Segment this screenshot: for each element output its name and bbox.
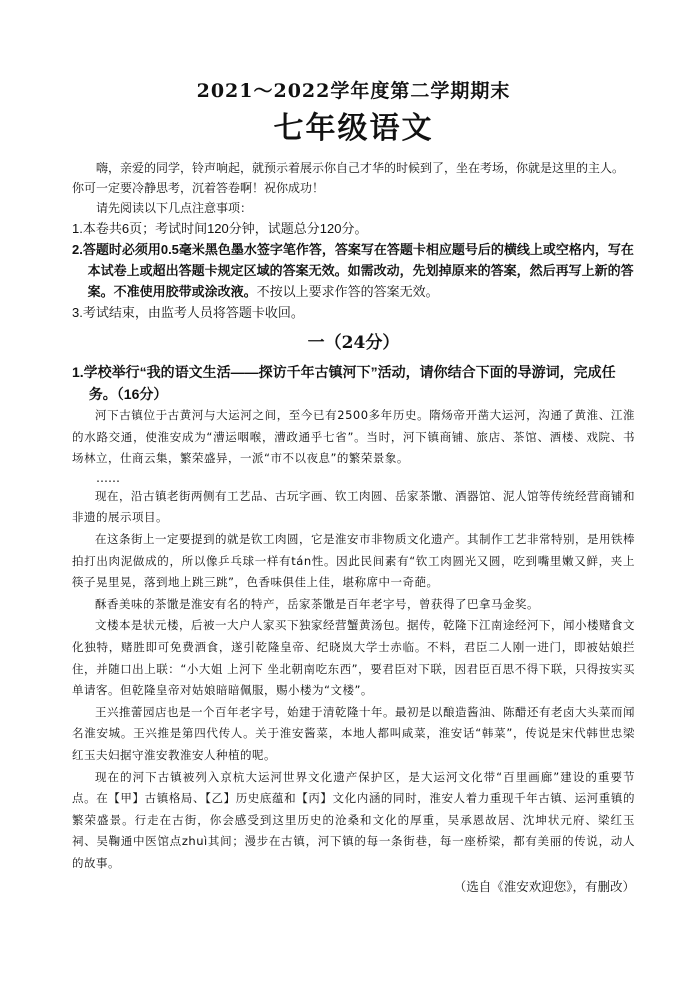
passage-paragraph: 现在，沿古镇老街两侧有工艺品、古玩字画、钦工肉圆、岳家茶馓、酒器馆、泥人馆等传统经营商铺和非遗的展示项目。 [72, 488, 635, 525]
note-1: 1.本卷共6页；考试时间120分钟，试题总分120分。 [72, 221, 368, 236]
passage-paragraph: 王兴推蕾园店也是一个百年老字号，始建于清乾隆十年。最初是以酿造酱油、陈醋还有老卤大头菜而闻名淮安城。王兴推是第四代传人。关于淮安酱菜，本地人都叫咸菜，淮安话“韩菜”，传说是宋代韩世忠梁红玉夫妇据守淮安教淮安人种植的呢。 [72, 704, 635, 762]
passage-ellipsis: …… [96, 470, 120, 485]
note-2-tail: 不按以上要求作答的答案无效。 [256, 284, 439, 299]
note-2-bold: 2.答题时必须用0.5毫米黑色墨水签字笔作答，答案写在答题卡相应题号后的横线上或空格内，写在本试卷上或超出答题卡规定区域的答案无效。如需改动，先划掉原来的答案，然后再写上新的答案。不准使用胶带或涂改液。 [72, 242, 634, 299]
subject-title: 七年级语文 [273, 111, 434, 146]
notes-heading: 请先阅读以下几点注意事项： [96, 201, 253, 215]
note-3: 3.考试结束，由监考人员将答题卡收回。 [72, 305, 304, 320]
passage-paragraph: 河下古镇位于古黄河与大运河之间，至今已有2500多年历史。隋炀帝开凿大运河，沟通了黄淮、江淮的水路交通，使淮安成为“漕运咽喉，漕政通乎七省”。当时，河下镇商铺、旅店、茶馆、酒楼、戏院、书场林立，仕商云集，繁荣盛异，一派“市不以夜息”的繁荣景象。 [72, 408, 635, 466]
section-heading: 一（24分） [307, 333, 400, 353]
passage-paragraph: 现在的河下古镇被列入京杭大运河世界文化遗产保护区，是大运河文化带“百里画廊”建设的重要节点。在【甲】古镇格局、【乙】历史底蕴和【丙】文化内涵的同时，淮安人着力重现千年古镇、运河重镇的繁荣盛景。行走在古街，你会感受到这里历史的沧桑和文化的厚重，吴承恩故居、沈坤状元府、梁红玉祠、吴鞠通中医馆点zhuì其间；漫步在古镇，河下镇的每一条街巷，每一座桥梁，都有美丽的传说，动人的故事。 [72, 769, 635, 870]
exam-term-title: 2021～2022学年度第二学期期末 [196, 80, 511, 102]
greeting-text: 嗨，亲爱的同学，铃声响起，就预示着展示你自己才华的时候到了，坐在考场，你就是这里的主人。你可一定要冷静思考，沉着答卷啊！祝你成功！ [72, 161, 625, 195]
passage-paragraph: 酥香美味的茶馓是淮安有名的特产，岳家茶馓是百年老字号，曾获得了巴拿马金奖。 [95, 596, 539, 611]
passage-source: （选自《淮安欢迎您》，有删改） [453, 879, 635, 895]
note-2 [72, 239, 635, 302]
passage-paragraph: 在这条街上一定要提到的就是钦工肉圆，它是淮安市非物质文化遗产。其制作工艺非常特别，是用铁棒拍打出肉泥做成的，所以像乒乓球一样有tán性。因此民间素有“钦工肉圆光又圆，吃到嘴里嫩又鲜，夹上筷子晃里晃，落到地上跳三跳”，色香味俱佳上佳，堪称席中一奇葩。 [72, 531, 635, 590]
passage-paragraph: 文楼本是状元楼，后被一大户人家买下独家经营蟹黄汤包。据传，乾隆下江南途经河下，闻小楼赌食文化独特，赌胜即可免费酒食，遂引乾隆皇帝、纪晓岚大学士赤临。不料，君臣二人刚一进门，即被姑娘拦住，并随口出上联：“小大姐 上河下 坐北朝南吃东西”，要君臣对下联，因君臣百思不得下联，只得按实买单请客。但乾隆皇帝对姑娘暗暗佩服，赐小楼为“文楼”。 [72, 618, 635, 698]
question-1: 1.学校举行“我的语文生活——探访千年古镇河下”活动，请你结合下面的导游词，完成任务。（16分） [72, 364, 616, 402]
